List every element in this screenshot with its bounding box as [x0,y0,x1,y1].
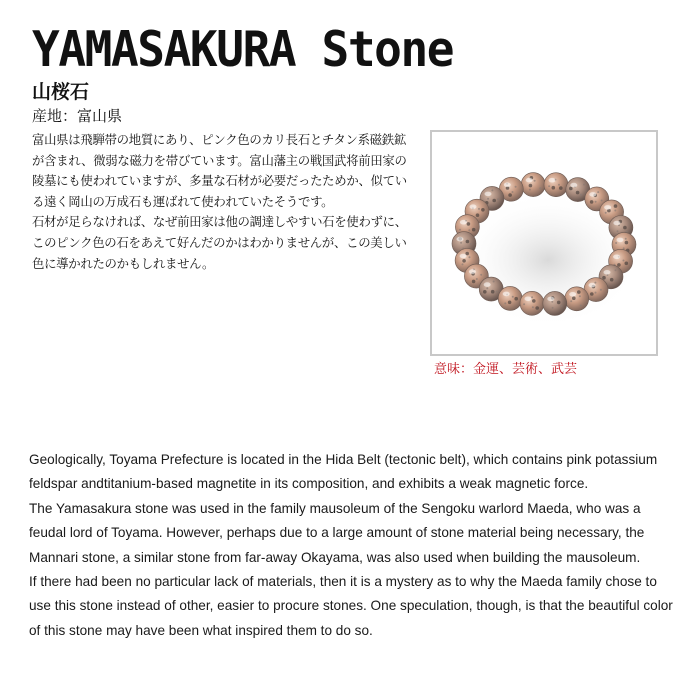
japanese-paragraph-1: 富山県は飛騨帯の地質にあり、ピンク色のカリ長石とチタン系磁鉄鉱が含まれ、微弱な磁力を帯びています。富山藩主の戦国武将前田家の陵墓にも使われていますが、多量な石材が必要だったためか、似ている遠く岡山の万成石も運ばれて使われていたそうです。 [32,132,407,209]
meaning-label: 意味：金運、芸術、武芸 [434,362,578,377]
stone-name-japanese: 山桜石 [32,81,90,103]
product-photo-frame [430,130,658,356]
bead-bracelet-image [432,132,656,354]
page-title: YAMASAKURA Stone [32,21,454,78]
bead [498,286,522,310]
bead [565,287,589,311]
english-paragraph-3: If there had been no particular lack of materials, then it is a mystery as to why the Maeda family chose to use this stone instead of other, easier to procure stones. One speculation, though, is that the beautiful color of this stone may have been what inspired them to do so. [29,574,673,638]
bead [521,173,545,197]
english-paragraph-2: The Yamasakura stone was used in the family mausoleum of the Sengoku warlord Maeda, who was a feudal lord of Toyama. However, perhaps due to a large amount of stone material being necessary, the Mannari stone, a similar stone from far-away Okayama, was also used when building the mausoleum. [29,500,645,565]
origin-label: 産地：富山県 [32,107,123,125]
english-description [29,448,679,643]
bead [544,173,568,197]
english-paragraph-1: Geologically, Toyama Prefecture is located in the Hida Belt (tectonic belt), which contains pink potassium feldspar andtitanium-based magnetite in its composition, and exhibits a weak magnetic force. [29,452,658,492]
japanese-paragraph-2: 石材が足らなければ、なぜ前田家は他の調達しやすい石を使わずに、このピンク色の石をあえて好んだのかはわかりませんが、この美しい色に導かれたのかもしれません。 [32,214,407,271]
bead [543,291,567,315]
japanese-description [32,130,407,274]
bead [520,291,544,315]
